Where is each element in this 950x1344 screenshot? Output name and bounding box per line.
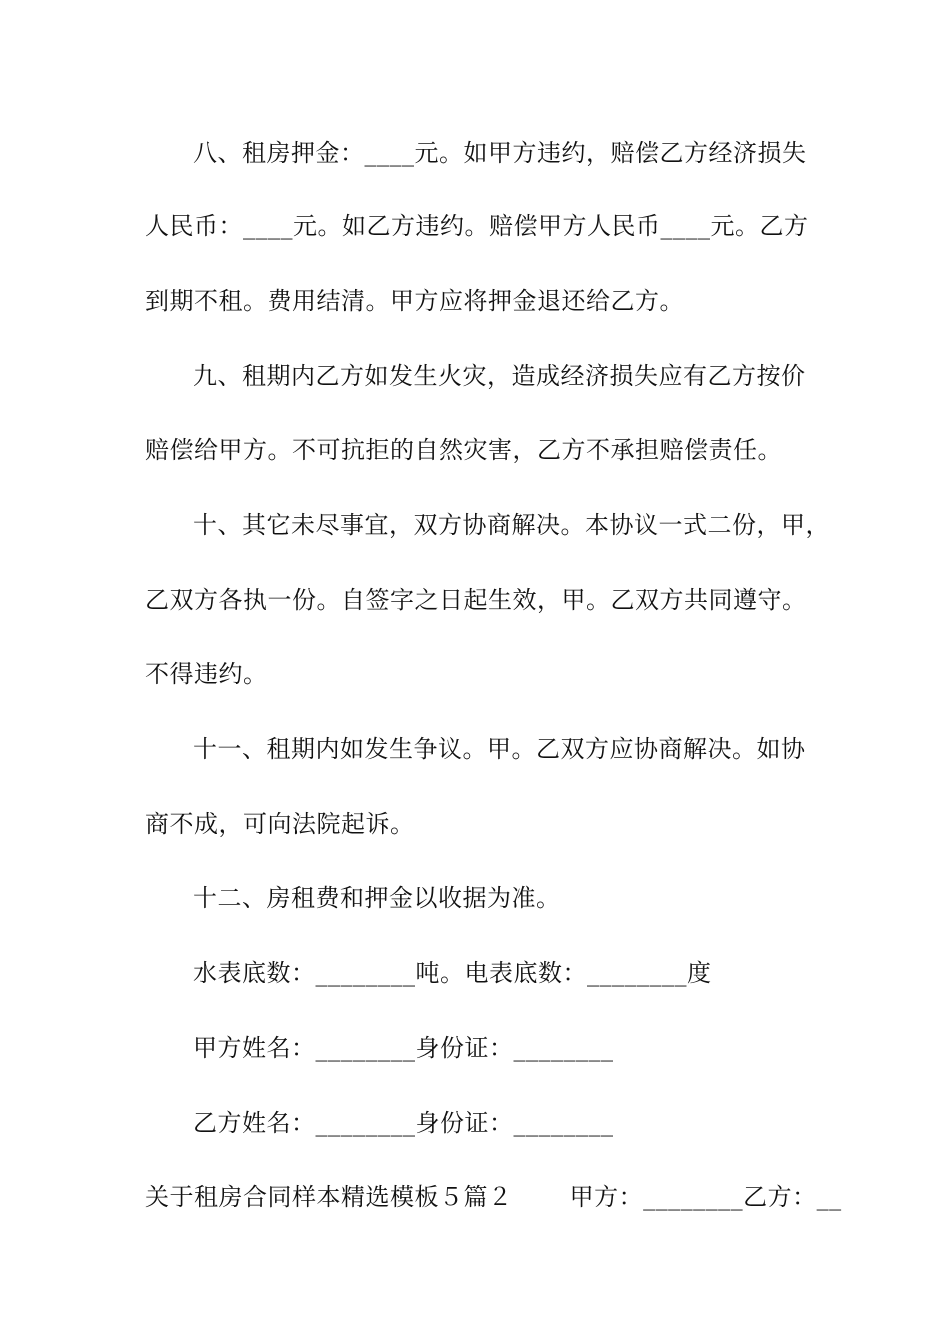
clause-8-line-3: 到期不租。费用结清。甲方应将押金退还给乙方。 <box>145 287 684 315</box>
clause-8-line-1: 八、租房押金：____元。如甲方违约，赔偿乙方经济损失 <box>193 139 807 167</box>
clause-10-line-3: 不得违约。 <box>145 660 268 688</box>
clause-11-line-1: 十一、租期内如发生争议。甲。乙双方应协商解决。如协 <box>193 735 806 763</box>
clause-10-line-2: 乙双方各执一份。自签字之日起生效，甲。乙双方共同遵守。 <box>145 586 807 614</box>
clause-9-line-1: 九、租期内乙方如发生火灾，造成经济损失应有乙方按价 <box>193 362 806 390</box>
meter-readings-line: 水表底数：________吨。电表底数：________度 <box>193 959 712 987</box>
clause-9-line-2: 赔偿给甲方。不可抗拒的自然灾害，乙方不承担赔偿责任。 <box>145 436 782 464</box>
clause-12-line: 十二、房租费和押金以收据为准。 <box>193 884 561 912</box>
clause-11-line-2: 商不成，可向法院起诉。 <box>145 810 415 838</box>
clause-8-line-2: 人民币：____元。如乙方违约。赔偿甲方人民币____元。乙方 <box>145 212 809 240</box>
party-b-signature-line: 乙方姓名：________身份证：________ <box>193 1109 614 1137</box>
clause-10-line-1: 十、其它未尽事宜，双方协商解决。本协议一式二份，甲， <box>193 511 830 539</box>
party-a-signature-line: 甲方姓名：________身份证：________ <box>193 1034 614 1062</box>
template-heading-line: 关于租房合同样本精选模板５篇２ 甲方：________乙方：__ <box>145 1183 842 1211</box>
